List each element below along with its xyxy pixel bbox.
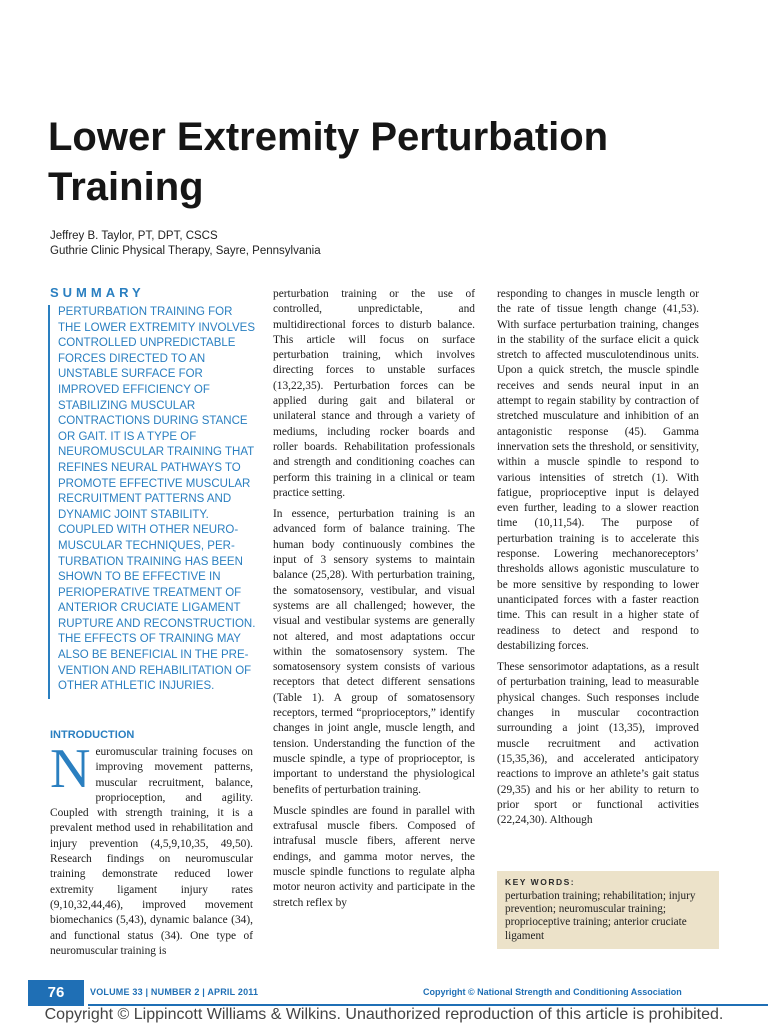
column-3	[497, 287, 699, 834]
body-paragraph: perturbation training or the use of controlled, unpredictable, and multidirectional forces to disturb balance. This article will focus on surface perturbation training, which involves directing forces to unstable surfaces (13,22,35). Perturbation forces can be applied during gait and bilateral or unilateral stance and through a variety of mediums, including rocker boards and roller boards. Rehabilitation professionals and strength and conditioning coaches can perform this training in a clinical or team practice setting.	[273, 288, 475, 499]
article-title: Lower Extremity Perturbation Training	[48, 115, 609, 209]
keywords-text: perturbation training; rehabilitation; injury prevention; neuromuscular training; proprioceptive training; anterior cruciate ligament	[505, 890, 696, 942]
page-number: 76	[28, 980, 84, 1006]
drop-cap: N	[50, 738, 91, 800]
intro-paragraph-text: euromuscular training focuses on improving movement patterns, muscular recruitment, balance, proprioception, and agility. Coupled with strength training, it is a prevalent method used in rehabilitation and injury prevention (4,5,9,10,35, 49,50). Research findings on neuromuscular training demonstrate reduced lower extremity ligament injury rates (9,10,32,44,46), improved movement biomechanics (5,43), dynamic balance (34), and functional status (34). One type of neuromuscular training is	[50, 746, 253, 957]
introduction-heading: INTRODUCTION	[50, 729, 135, 741]
body-paragraph: responding to changes in muscle length or the rate of tissue length change (41,53). With surface perturbation training, changes in the stability of the surface elicit a quick stretch to affected musculotendinous units. Upon a quick stretch, the muscle spindle receives and sends neural input in an attempt to regain stability by contraction of stretched musculature and inhibition of an antagonistic response (45). Gamma innervation sets the threshold, or sensitivity, within a muscle spindle to respond to various intensities of stretch (1). With fatigue, proprioceptive input is delayed even further, leading to a slower reaction time (10,11,54). The purpose of perturbation training is to accelerate this response. Lowering mechanoreceptors’ thresholds allows agonistic musculature to be more sensitive by responding to lower unanticipated forces with a faster reaction time. This can result in a higher state of readiness to detect and respond to destabilizing forces.	[497, 288, 699, 652]
keywords-heading: KEY WORDS:	[505, 877, 576, 887]
issue-info: VOLUME 33 | NUMBER 2 | APRIL 2011	[90, 987, 259, 997]
column-1	[50, 738, 253, 965]
body-paragraph: In essence, perturbation training is an advanced form of balance training. The human body continuously combines the input of 3 sensory systems to maintain balance (25,28). With perturbation training, the somatosensory, vestibular, and visual systems are all challenged; however, the visual and vestibular systems are generally not altered, and most adaptations occur within the somatosensory system. The somatosensory system consists of various receptors that detect different sensations (Table 1). A group of somatosensory receptors, termed “proprioceptors,” identify changes in joint angle, muscle length, and tension. Understanding the function of the muscle spindle, a type of proprioceptor, is important to understand the physiological benefits of perturbation training.	[273, 508, 475, 796]
summary-text: PERTURBATION TRAINING FOR THE LOWER EXTREMITY INVOLVES CONTROLLED UNPREDICTABLE FORCES DIRECTED TO AN UNSTABLE SURFACE FOR IMPROVED EFFICIENCY OF STABILIZING MUSCULAR CONTRACTIONS DURING STANCE OR GAIT. IT IS A TYPE OF NEUROMUSCULAR TRAINING THAT REFINES NEURAL PATHWAYS TO PROMOTE EFFECTIVE MUSCULAR RECRUITMENT PATTERNS AND DYNAMIC JOINT STABILITY. COUPLED WITH OTHER NEURO-MUSCULAR TECHNIQUES, PER-TURBATION TRAINING HAS BEEN SHOWN TO BE EFFECTIVE IN PERIOPERATIVE TREATMENT OF ANTERIOR CRUCIATE LIGAMENT RUPTURE AND RECONSTRUCTION. THE EFFECTS OF TRAINING MAY ALSO BE BENEFICIAL IN THE PRE-VENTION AND REHABILITATION OF OTHER ATHLETIC INJURIES.	[58, 306, 256, 693]
column-2	[273, 287, 475, 917]
summary-box	[48, 305, 256, 699]
intro-paragraph	[50, 738, 253, 959]
summary-heading: SUMMARY	[50, 285, 145, 300]
copyright-notice: Copyright © Lippincott Williams & Wilkins. Unauthorized reproduction of this article is prohibited.	[44, 1006, 724, 1023]
body-paragraph: Muscle spindles are found in parallel with extrafusal muscle fibers. Composed of intrafusal muscle fibers, afferent nerve endings, and gamma motor nerves, the muscle spindle functions to regulate alpha motor neuron activity and participate in the stretch reflex by	[273, 804, 475, 909]
affiliation-line: Guthrie Clinic Physical Therapy, Sayre, Pennsylvania	[50, 245, 321, 257]
keywords-box	[497, 871, 719, 949]
body-paragraph: These sensorimotor adaptations, as a result of perturbation training, lead to measurable physical changes. Such responses include changes in muscular cocontraction surrounding a joint (13,35), improved muscle recruitment and activation (15,35,36), and accelerated anticipatory reactions to improve an athlete’s gait status (29,35) and his or her ability to return to prior sport or functional activities (22,24,30). Although	[497, 661, 699, 827]
author-line: Jeffrey B. Taylor, PT, DPT, CSCS	[50, 230, 218, 242]
association-copyright: Copyright © National Strength and Conditioning Association	[423, 987, 682, 997]
